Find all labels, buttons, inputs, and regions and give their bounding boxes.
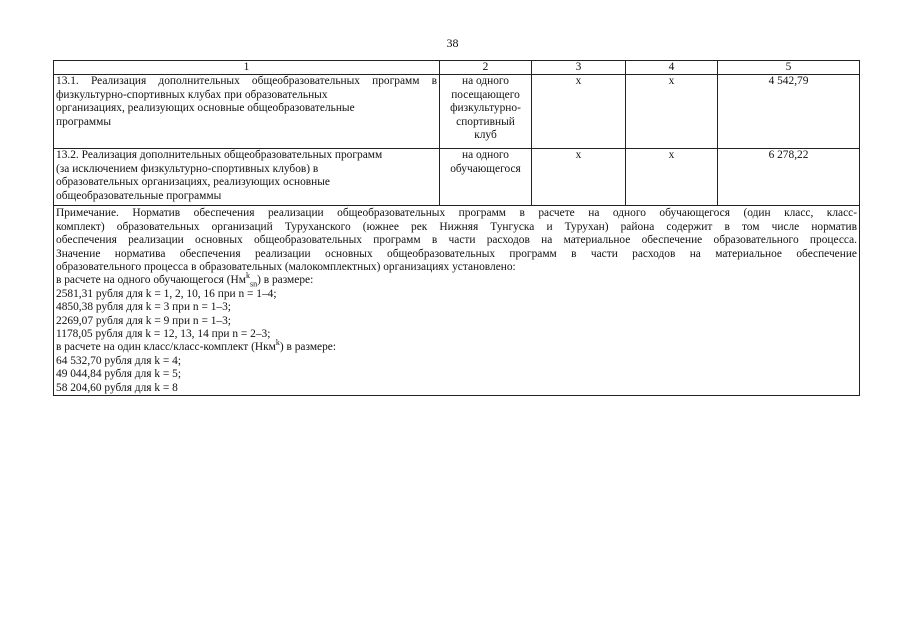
text-line: спортивный [456,115,515,128]
row-unit [440,75,532,149]
header-row [54,61,860,75]
note-line: Примечание. Норматив обеспечения реализации общеобразовательных программ в расчете на одного обучающегося (один класс, класс- [56,207,857,220]
row-col3: х [532,75,626,149]
row-value: 4 542,79 [718,75,860,149]
text-line: физкультурно- [450,102,521,115]
per-student-item: 1178,05 рубля для k = 12, 13, 14 при n = 2–3; [56,328,271,341]
row-col4: х [626,149,718,206]
heading-suffix: ) в размере: [279,341,336,354]
per-class-item: 58 204,60 рубля для k = 8 [56,381,178,394]
header-cell-2: 2 [440,61,532,75]
subscript-sn: sn [249,279,258,289]
per-student-heading [56,271,857,289]
per-student-item: 2269,07 рубля для k = 9 при n = 1–3; [56,314,231,327]
row-col3: х [532,149,626,206]
header-cell-5: 5 [718,61,860,75]
per-student-item: 4850,38 рубля для k = 3 при n = 1–3; [56,301,231,314]
per-class-item: 64 532,70 рубля для k = 4; [56,354,182,367]
header-cell-4: 4 [626,61,718,75]
text-line: 13.1. Реализация дополнительных общеобразовательных программ в [56,75,437,88]
table-row [54,149,860,206]
note-line: комплект) образовательных организаций Туруханского (южнее рек Нижняя Тунгуска и Турухан) района содержит в том числе норматив [56,220,857,233]
per-student-item: 2581,31 рубля для k = 1, 2, 10, 16 при n = 1–4; [56,287,277,300]
text-line: программы [56,115,111,128]
text-line: 13.2. Реализация дополнительных общеобразовательных программ [56,149,383,162]
note-line: образовательного процесса в образовательных (малокомплектных) организациях установлено: [56,261,516,274]
text-line: на одного [461,75,510,88]
row-description [54,75,440,149]
note-line: Значение норматива обеспечения реализации основных общеобразовательных программ в части расходов на материальное обеспечение [56,247,857,260]
note-line: обеспечения реализации основных общеобразовательных программ в части расходов на материальное обеспечение образовательного процесса. [56,234,857,247]
text-line: обучающегося [450,162,521,175]
row-value: 6 278,22 [718,149,860,206]
note-cell [54,206,860,396]
heading-prefix: в расчете на одного обучающегося (Нм [56,274,246,287]
row-description [54,149,440,206]
text-line: образовательных организациях, реализующих основные [56,176,330,189]
text-line: общеобразовательные программы [56,189,222,202]
text-line: на одного [461,149,510,162]
header-cell-1: 1 [54,61,440,75]
text-line: посещающего [451,88,520,101]
text-line: (за исключением физкультурно-спортивных клубов) в [56,162,319,175]
row-col4: х [626,75,718,149]
row-unit [440,149,532,206]
text-line: организациях, реализующих основные общеобразовательные [56,102,355,115]
superscript-k: k [275,338,280,348]
heading-suffix: ) в размере: [257,274,314,287]
heading-prefix: в расчете на один класс/класс-комплект (Нкм [56,341,276,354]
table-row [54,75,860,149]
text-line: физкультурно-спортивных клубах при образовательных [56,88,328,101]
per-class-heading [56,338,857,354]
note-row [54,206,860,396]
header-cell-3: 3 [532,61,626,75]
superscript-k: k [245,271,250,281]
text-line: клуб [474,129,497,142]
page-number: 38 [446,36,459,50]
per-class-item: 49 044,84 рубля для k = 5; [56,368,182,381]
norms-table [53,60,860,396]
